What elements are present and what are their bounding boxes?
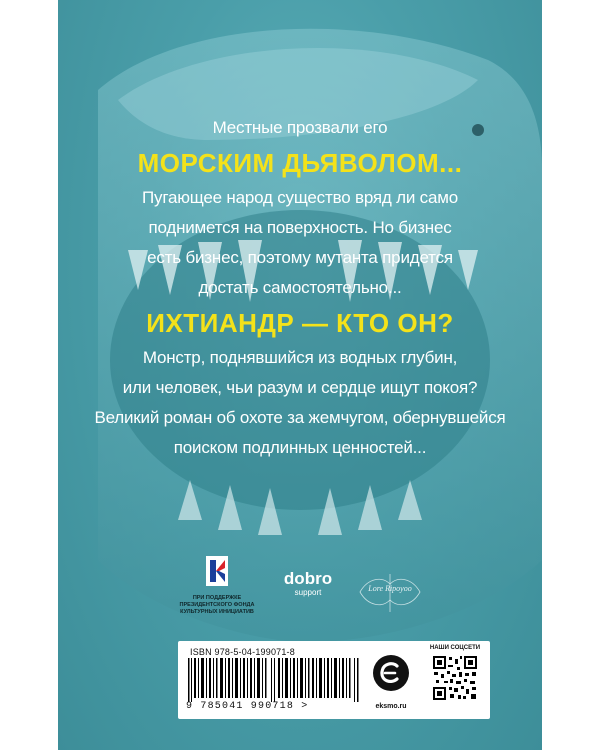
- seal-lettering: Lore Ripoyoo: [368, 584, 412, 593]
- dobro-logo: [278, 570, 338, 597]
- back-cover-blurb: [58, 118, 542, 468]
- blurb-para1-line: есть бизнес, поэтому мутанта придется: [147, 248, 453, 267]
- blurb-intro: Местные прозвали его: [212, 118, 388, 137]
- eksmo-logo-icon: [371, 653, 411, 693]
- pfki-caption-line: КУЛЬТУРНЫХ ИНИЦИАТИВ: [180, 609, 254, 615]
- dobro-wordmark: dobro: [283, 569, 333, 588]
- publisher-seal-logo: [354, 570, 426, 614]
- barcode-digits: 9 785041 990718 >: [186, 701, 309, 712]
- barcode-panel: [178, 641, 490, 719]
- barcode-icon: [186, 658, 362, 702]
- blurb-para1-line: поднимется на поверхность. Но бизнес: [148, 218, 452, 237]
- blurb-para2-line: Великий роман об охоте за жемчугом, обернувшейся: [94, 408, 506, 427]
- blurb-para2-line: или человек, чьи разум и сердце ищут покоя?: [122, 378, 478, 397]
- blurb-para2-line: поиском подлинных ценностей...: [173, 438, 427, 457]
- publisher-website: eksmo.ru: [375, 703, 407, 710]
- dobro-subtitle: support: [294, 588, 322, 597]
- book-back-cover: [58, 0, 542, 750]
- sponsor-logos: [58, 548, 542, 628]
- pfki-caption-line: ПРЕЗИДЕНТСКОГО ФОНДА: [179, 602, 255, 608]
- blurb-para1-line: Пугающее народ существо вряд ли само: [142, 188, 458, 207]
- blurb-para2-line: Монстр, поднявшийся из водных глубин,: [142, 348, 458, 367]
- qr-code-icon: [432, 655, 478, 701]
- headline-ichthyander: ИХТИАНДР — КТО ОН?: [146, 308, 454, 338]
- pfki-logo: [172, 556, 262, 616]
- qr-caption: НАШИ СОЦСЕТИ: [429, 645, 481, 651]
- pfki-mark-icon: [206, 556, 228, 586]
- headline-sea-devil: МОРСКИМ ДЬЯВОЛОМ...: [137, 148, 463, 178]
- pfki-caption-line: ПРИ ПОДДЕРЖКЕ: [192, 595, 242, 601]
- blurb-para1-line: достать самостоятельно...: [198, 278, 402, 297]
- isbn-number: ISBN 978-5-04-199071-8: [190, 647, 295, 657]
